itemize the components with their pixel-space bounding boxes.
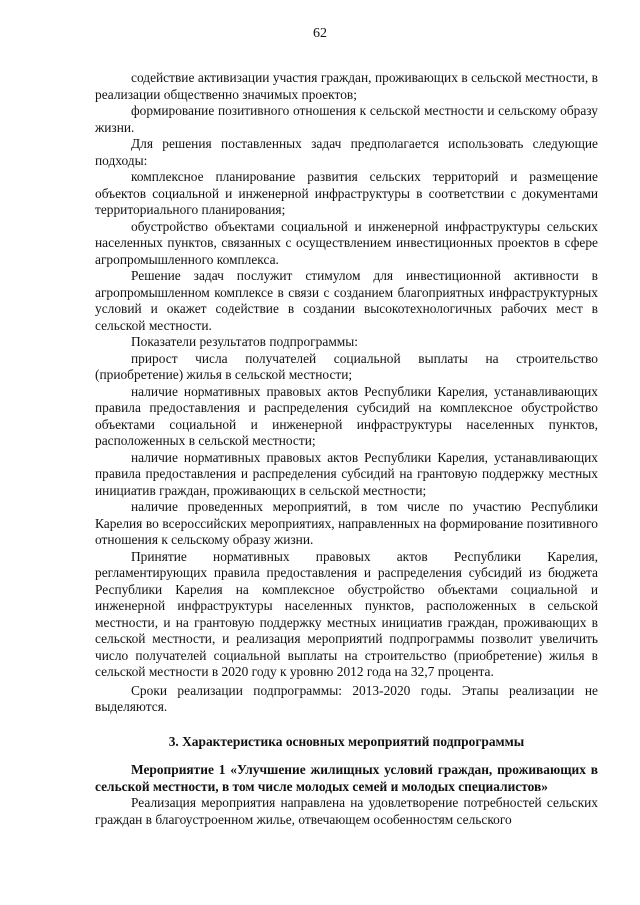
- paragraph: Принятие нормативных правовых актов Республики Карелия, регламентирующих правила предоставления и распределения субсидий из бюджета Республики Карелия на комплексное обустройство объектами социальной и инженерной инфраструктуры населенных пунктов, расположенных в сельской местности, и на грантовую поддержку местных инициатив граждан, проживающих в сельской местности, и реализация мероприятий подпрограммы позволит увеличить число получателей социальной выплаты на строительство (приобретение) жилья в сельской местности в 2020 году к уровню 2012 года на 32,7 процента.: [95, 548, 598, 679]
- paragraph: обустройство объектами социальной и инженерной инфраструктуры сельских населенных пунктов, связанных с осуществлением инвестиционных проектов в сфере агропромышленного комплекса.: [95, 218, 598, 267]
- paragraph: наличие нормативных правовых актов Республики Карелия, устанавливающих правила предоставления и распределения субсидий на комплексное обустройство объектами социальной и инженерной инфраструктуры населенных пунктов, расположенных в сельской местности;: [95, 383, 598, 448]
- paragraph: Сроки реализации подпрограммы: 2013-2020 годы. Этапы реализации не выделяются.: [95, 682, 598, 714]
- paragraph: формирование позитивного отношения к сельской местности и сельскому образу жизни.: [95, 103, 598, 135]
- paragraph: прирост числа получателей социальной выплаты на строительство (приобретение) жилья в сельской местности;: [95, 350, 598, 382]
- paragraph: Реализация мероприятия направлена на удовлетворение потребностей сельских граждан в благоустроенном жилье, отвечающем особенностям сельского: [95, 795, 598, 827]
- measure-heading: Мероприятие 1 «Улучшение жилищных условий граждан, проживающих в сельской местности, в том числе молодых семей и молодых специалистов»: [95, 762, 598, 794]
- paragraph: наличие проведенных мероприятий, в том числе по участию Республики Карелия во всероссийских мероприятиях, направленных на формирование позитивного отношения к сельскому образу жизни.: [95, 499, 598, 547]
- paragraph: Показатели результатов подпрограммы:: [131, 334, 358, 349]
- section-heading: 3. Характеристика основных мероприятий подпрограммы: [168, 733, 525, 749]
- paragraph: Решение задач послужит стимулом для инвестиционной активности в агропромышленном комплексе в связи с созданием благоприятных инфраструктурных условий и окажет содействие в создании высокотехнологичных рабочих мест в сельской местности.: [95, 268, 598, 333]
- paragraph: содействие активизации участия граждан, проживающих в сельской местности, в реализации общественно значимых проектов;: [95, 70, 598, 102]
- paragraph: комплексное планирование развития сельских территорий и размещение объектов социальной и инженерной инфраструктуры в соответствии с документами территориального планирования;: [95, 169, 598, 217]
- page-number: 62: [313, 26, 327, 41]
- paragraph: Для решения поставленных задач предполагается использовать следующие подходы:: [95, 136, 598, 168]
- paragraph: наличие нормативных правовых актов Республики Карелия, устанавливающих правила предоставления и распределения субсидий на грантовую поддержку местных инициатив граждан, проживающих в сельской местности;: [95, 449, 598, 498]
- document-body: [95, 70, 598, 828]
